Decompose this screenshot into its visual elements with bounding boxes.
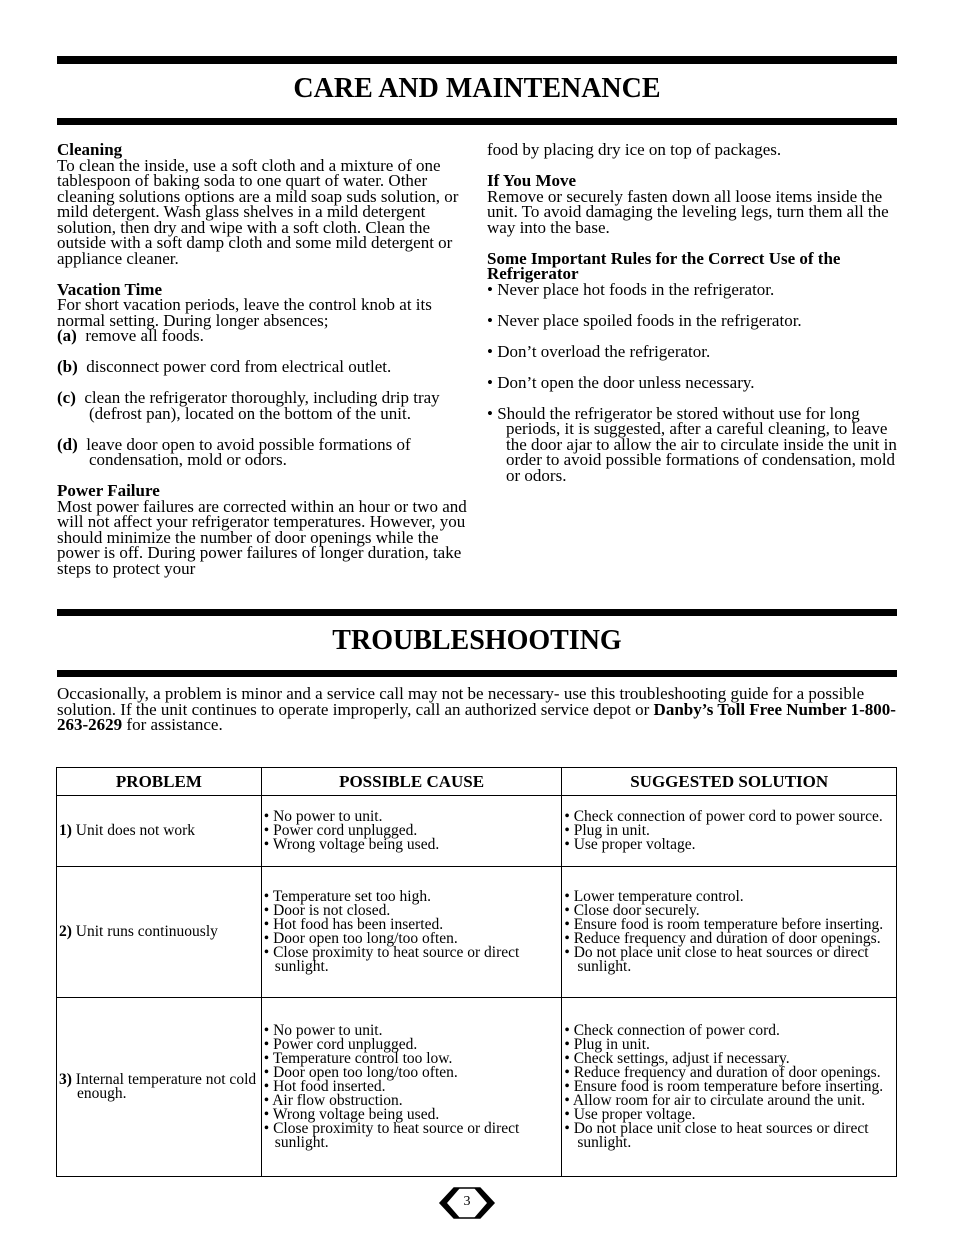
cause-item: • No power to unit.	[263, 808, 383, 825]
rule-item: • Don’t overload the refrigerator.	[487, 341, 711, 361]
rule-item: • Never place spoiled foods in the refrigerator.	[487, 310, 802, 330]
table-row	[57, 796, 897, 867]
troubleshooting-top-rule	[57, 609, 897, 616]
troubleshooting-intro	[57, 686, 897, 733]
care-left-column	[57, 142, 469, 592]
cause-item: • Door is not closed.	[263, 902, 391, 919]
cause-item: • Temperature set too high.	[263, 888, 431, 905]
top-rule	[57, 56, 897, 64]
solution-item: • Ensure food is room temperature before inserting.	[564, 916, 884, 933]
cause-item: • Hot food has been inserted.	[263, 916, 444, 933]
move-heading: If You Move	[487, 171, 577, 190]
solution-cell	[562, 867, 897, 998]
power-failure-section	[57, 483, 469, 576]
toll-free-number: Danby’s Toll Free Number 1-800-263-2629	[57, 699, 896, 734]
care-title: CARE AND MAINTENANCE	[293, 73, 661, 104]
troubleshooting-table	[56, 767, 897, 1177]
solution-cell	[562, 998, 897, 1177]
table-row	[57, 998, 897, 1177]
troubleshooting-title: TROUBLESHOOTING	[332, 625, 622, 656]
column-header: POSSIBLE CAUSE	[261, 768, 562, 796]
power-failure-heading: Power Failure	[57, 481, 160, 500]
intro-end: for assistance.	[126, 715, 223, 734]
vacation-item-b	[57, 359, 469, 375]
problem-number: 2)	[59, 923, 72, 940]
solution-item: • Reduce frequency and duration of door openings.	[564, 930, 881, 947]
rule-item: • Should the refrigerator be stored without use for long periods, it is suggested, after a careful cleaning, to leave the door ajar to allow the air to circulate inside the unit in order to avoid possible formations of condensation, mold or odors.	[487, 403, 897, 485]
care-title-rule	[57, 118, 897, 125]
solution-item: • Plug in unit.	[564, 1036, 650, 1053]
vacation-item-text: remove all foods.	[85, 326, 204, 345]
page-number-badge	[438, 1186, 496, 1220]
rules-section	[487, 248, 897, 283]
cause-item: • Wrong voltage being used.	[263, 1106, 440, 1123]
page-number: 3	[463, 1194, 471, 1209]
move-text: Remove or securely fasten down all loose items inside the unit. To avoid damaging the leveling legs, turn them all the way into the base.	[487, 186, 889, 237]
solution-item: • Check connection of power cord to power source.	[564, 808, 883, 825]
vacation-item-label: (d)	[57, 434, 78, 454]
problem-number: 3)	[59, 1071, 72, 1088]
solution-item: • Allow room for air to circulate around the unit.	[564, 1092, 866, 1109]
vacation-item-d	[57, 434, 469, 469]
rule-item: • Never place hot foods in the refrigerator.	[487, 279, 775, 299]
vacation-section	[57, 279, 469, 330]
rules-heading: Some Important Rules for the Correct Use of the Refrigerator	[487, 248, 841, 283]
care-right-column	[487, 142, 897, 499]
vacation-item-text: leave door open to avoid possible formations of condensation, mold or odors.	[86, 434, 411, 469]
solution-item: • Check connection of power cord.	[564, 1022, 780, 1039]
column-header: PROBLEM	[57, 768, 262, 796]
solution-item: • Do not place unit close to heat sources or direct sunlight.	[564, 944, 869, 975]
problem-line	[59, 1073, 258, 1101]
cause-item: • Wrong voltage being used.	[263, 836, 440, 853]
problem-text: Unit does not work	[75, 822, 196, 839]
table-header-row	[57, 768, 897, 796]
cause-item: • Power cord unplugged.	[263, 822, 418, 839]
vacation-item-c	[57, 390, 469, 421]
cause-item: • Door open too long/too often.	[263, 1064, 458, 1081]
solution-item: • Plug in unit.	[564, 822, 650, 839]
solution-item: • Do not place unit close to heat sources or direct sunlight.	[564, 1120, 869, 1151]
cause-cell	[261, 867, 562, 998]
cause-item: • Close proximity to heat source or direct sunlight.	[263, 944, 520, 975]
power-failure-continued: food by placing dry ice on top of packages.	[487, 140, 782, 159]
cause-item: • Power cord unplugged.	[263, 1036, 418, 1053]
solution-item: • Reduce frequency and duration of door openings.	[564, 1064, 881, 1081]
vacation-item-label: (c)	[57, 388, 76, 407]
column-header: SUGGESTED SOLUTION	[562, 768, 897, 796]
cause-item: • Temperature control too low.	[263, 1050, 453, 1067]
vacation-item-text: disconnect power cord from electrical outlet.	[86, 357, 392, 376]
solution-item: • Check settings, adjust if necessary.	[564, 1050, 790, 1067]
cause-item: • Close proximity to heat source or direct sunlight.	[263, 1120, 520, 1151]
problem-cell	[57, 998, 262, 1177]
vacation-text: For short vacation periods, leave the control knob at its normal setting. During longer absences;	[57, 295, 432, 330]
move-section	[487, 173, 897, 235]
troubleshooting-title-rule	[57, 670, 897, 677]
solution-item: • Lower temperature control.	[564, 888, 744, 905]
table-row	[57, 867, 897, 998]
cause-item: • Air flow obstruction.	[263, 1092, 403, 1109]
cause-item: • No power to unit.	[263, 1022, 383, 1039]
vacation-item-text: clean the refrigerator thoroughly, including drip tray (defrost pan), located on the bottom of the unit.	[84, 388, 440, 423]
cause-item: • Door open too long/too often.	[263, 930, 458, 947]
solution-item: • Use proper voltage.	[564, 836, 696, 853]
intro-text: Occasionally, a problem is minor and a service call may not be necessary- use this troubleshooting guide for a possible solution. If the unit continues to operate improperly, call an authorized service depot or	[57, 684, 865, 719]
solution-item: • Ensure food is room temperature before inserting.	[564, 1078, 884, 1095]
rule-item: • Don’t open the door unless necessary.	[487, 372, 755, 392]
problem-text: Unit runs continuously	[75, 923, 218, 940]
cleaning-section	[57, 142, 469, 266]
vacation-heading: Vacation Time	[57, 279, 163, 299]
cause-cell	[261, 998, 562, 1177]
solution-item: • Use proper voltage.	[564, 1106, 696, 1123]
problem-cell	[57, 867, 262, 998]
power-failure-text: Most power failures are corrected within an hour or two and will not affect your refrigerator temperatures. However, you should minimize the number of door openings while the power is off. During power failures of longer duration, take steps to protect your	[57, 496, 467, 578]
problem-cell	[57, 796, 262, 867]
cleaning-text: To clean the inside, use a soft cloth and a mixture of one tablespoon of baking soda to one quart of water. Other cleaning solutions options are a mild soap suds solution, or mild detergent. Wash glass shelves in a mild detergent solution, then dry and wipe with a soft cloth. Clean the outside with a soft damp cloth and some mild detergent or appliance cleaner.	[57, 155, 459, 268]
cause-cell	[261, 796, 562, 867]
vacation-item-a	[57, 328, 469, 344]
cause-item: • Hot food inserted.	[263, 1078, 386, 1095]
vacation-item-label: (a)	[57, 326, 77, 345]
cleaning-heading: Cleaning	[57, 140, 123, 159]
vacation-item-label: (b)	[57, 357, 78, 376]
solution-item: • Close door securely.	[564, 902, 700, 919]
problem-number: 1)	[59, 822, 72, 839]
problem-text: Internal temperature not cold enough.	[75, 1071, 257, 1102]
solution-cell	[562, 796, 897, 867]
